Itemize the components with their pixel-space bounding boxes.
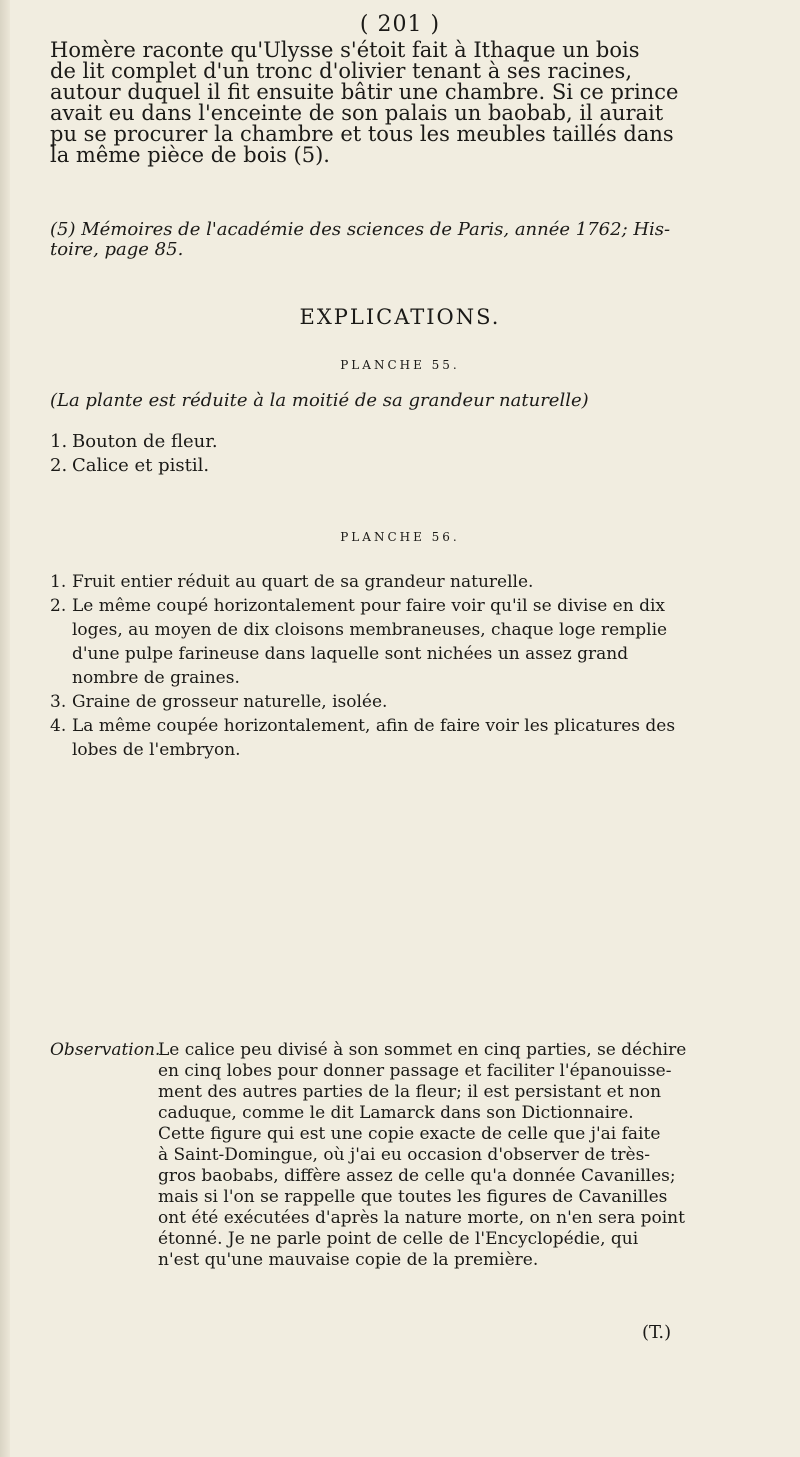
observation-line: à Saint-Domingue, où j'ai eu occasion d'observer de très-	[158, 1145, 651, 1165]
item-text: Bouton de fleur.	[72, 431, 218, 452]
planche-56-items	[50, 570, 750, 762]
footnote	[50, 220, 740, 260]
footnote-line: (5) Mémoires de l'académie des sciences de Paris, année 1762; His-	[50, 219, 671, 240]
observation-label: Observation.	[50, 1040, 161, 1060]
list-item	[50, 454, 750, 478]
intro-line: autour duquel il fit ensuite bâtir une chambre. Si ce prince	[50, 80, 679, 104]
observation-line: étonné. Je ne parle point de celle de l'Encyclopédie, qui	[158, 1229, 639, 1249]
item-number: 4.	[50, 716, 67, 736]
item-number: 1.	[50, 431, 68, 452]
page-number: ( 201 )	[359, 12, 441, 37]
item-text: Graine de grosseur naturelle, isolée.	[72, 692, 388, 712]
list-item	[50, 690, 750, 714]
intro-line: Homère raconte qu'Ulysse s'étoit fait à Ithaque un bois	[50, 38, 640, 62]
item-text: loges, au moyen de dix cloisons membraneuses, chaque loge remplie	[72, 620, 668, 640]
observation-line: mais si l'on se rappelle que toutes les figures de Cavanilles	[158, 1187, 668, 1207]
list-item	[50, 594, 750, 690]
item-number: 3.	[50, 692, 67, 712]
item-text: d'une pulpe farineuse dans laquelle sont nichées un assez grand	[72, 644, 629, 664]
intro-line: pu se procurer la chambre et tous les meubles taillés dans	[50, 122, 674, 146]
page-edge	[0, 0, 10, 1457]
item-text: lobes de l'embryon.	[72, 740, 241, 760]
planche-55-items	[50, 430, 750, 478]
intro-line: avait eu dans l'enceinte de son palais un baobab, il aurait	[50, 101, 664, 125]
list-item	[50, 570, 750, 594]
list-item	[50, 714, 750, 762]
observation-line: ont été exécutées d'après la nature morte, on n'en sera point	[158, 1208, 685, 1228]
list-item	[50, 430, 750, 454]
item-text: Fruit entier réduit au quart de sa grandeur naturelle.	[72, 572, 534, 592]
planche-55-caption: (La plante est réduite à la moitié de sa grandeur naturelle)	[50, 390, 589, 411]
observation-line: gros baobabs, diffère assez de celle qu'a donnée Cavanilles;	[158, 1166, 676, 1186]
item-number: 2.	[50, 596, 67, 616]
item-number: 1.	[50, 572, 67, 592]
observation-line: en cinq lobes pour donner passage et faciliter l'épanouisse-	[158, 1061, 672, 1081]
intro-line: de lit complet d'un tronc d'olivier tenant à ses racines,	[50, 59, 632, 83]
observation-line: n'est qu'une mauvaise copie de la première.	[158, 1250, 539, 1270]
footnote-line: toire, page 85.	[50, 239, 184, 260]
item-number: 2.	[50, 455, 68, 476]
observation-line: Le calice peu divisé à son sommet en cinq parties, se déchire	[158, 1040, 687, 1060]
observation-line: ment des autres parties de la fleur; il est persistant et non	[158, 1082, 662, 1102]
item-text: La même coupée horizontalement, afin de faire voir les plicatures des	[72, 716, 676, 736]
signature: (T.)	[642, 1322, 672, 1343]
observation-line: Cette figure qui est une copie exacte de celle que j'ai faite	[158, 1124, 661, 1144]
observation-line: caduque, comme le dit Lamarck dans son Dictionnaire.	[158, 1103, 634, 1123]
intro-paragraph	[50, 40, 740, 166]
planche-56-heading: PLANCHE 56.	[340, 530, 460, 544]
intro-line: la même pièce de bois (5).	[50, 143, 330, 167]
item-text: Le même coupé horizontalement pour faire voir qu'il se divise en dix	[72, 596, 665, 616]
planche-55-heading: PLANCHE 55.	[340, 358, 460, 372]
item-text: nombre de graines.	[72, 668, 240, 688]
item-text: Calice et pistil.	[72, 455, 210, 476]
section-title: EXPLICATIONS.	[299, 305, 501, 329]
observation-body	[158, 1040, 750, 1271]
